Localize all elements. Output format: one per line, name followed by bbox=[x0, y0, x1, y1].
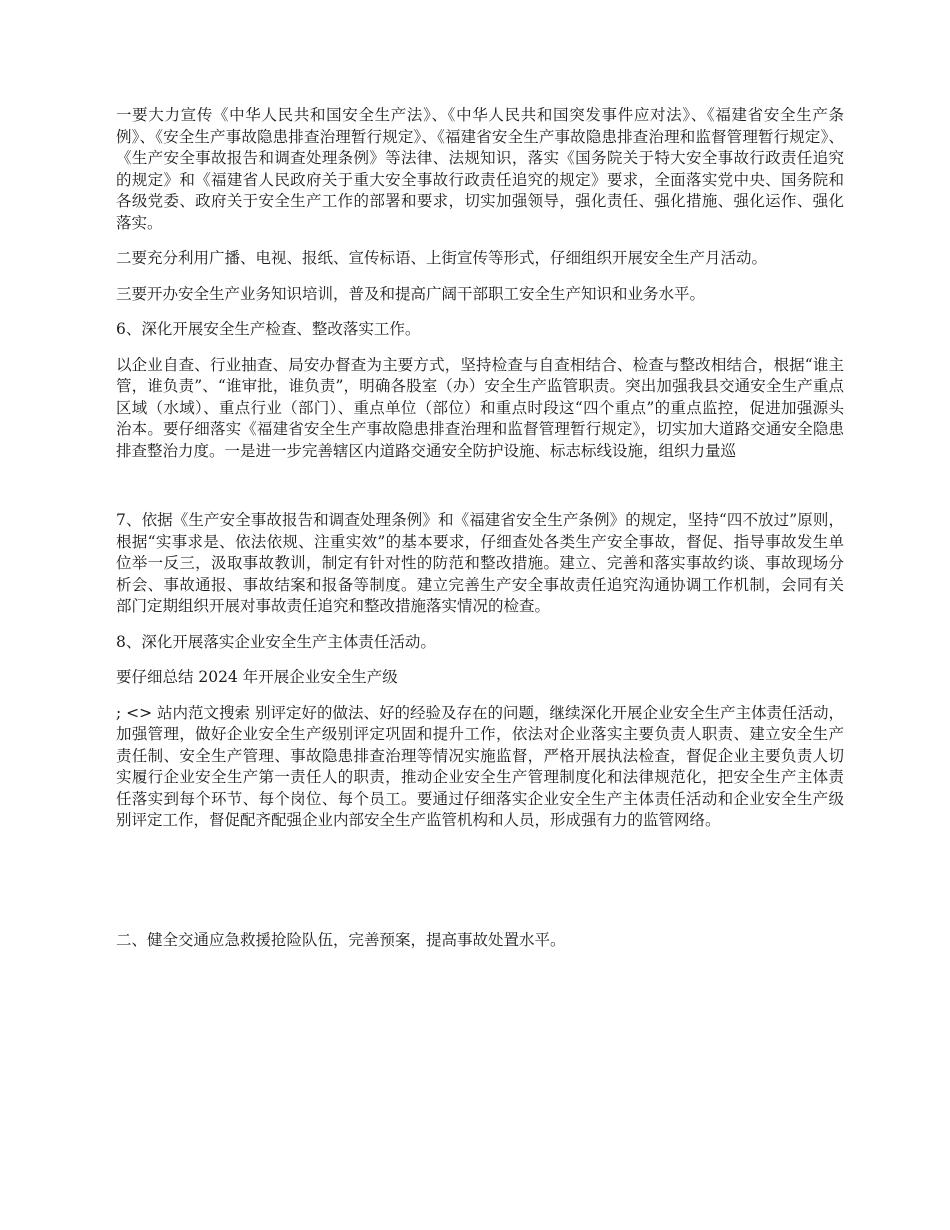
paragraph-safety-month: 二要充分利用广播、电视、报纸、宣传标语、上街宣传等形式，仔细组织开展安全生产月活动。 bbox=[116, 249, 768, 267]
paragraph-heading-8: 8、深化开展落实企业安全生产主体责任活动。 bbox=[116, 632, 436, 651]
paragraph-summary-2024: 要仔细总结 2024 年开展企业安全生产级 bbox=[116, 668, 398, 686]
paragraph-heading-6: 6、深化开展安全生产检查、整改落实工作。 bbox=[116, 320, 421, 338]
paragraph-enterprise-responsibility: ; <> 站内范文搜索 别评定好的做法、好的经验及存在的问题，继续深化开展企业安全生产主体责任活动，加强管理，做好企业安全生产级别评定巩固和提升工作，依法对企业落实主要负责人职责、建立安全生产责任制、安全生产管理、事故隐患排查治理等情况实施监督，严格开展执法检查，督促企业主要负责人切实履行企业安全生产第一责任人的职责，推动企业安全生产管理制度化和法律规范化，把安全生产主体责任落实到每个环节、每个岗位、每个员工。要通过仔细落实企业安全生产主体责任活动和企业安全生产级别评定工作，督促配齐配强企业内部安全生产监管机构和人员，形成强有力的监管网络。 bbox=[116, 703, 844, 829]
paragraph-inspection: 以企业自查、行业抽查、局安办督查为主要方式，坚持检查与自查相结合、检查与整改相结合，根据“谁主管，谁负责”、“谁审批，谁负责”，明确各股室（办）安全生产监管职责。突出加强我县交通安全生产重点区域（水域）、重点行业（部门）、重点单位（部位）和重点时段这“四个重点”的重点监控，促进加强源头治本。要仔细落实《福建省安全生产事故隐患排查治理和监督管理暂行规定》，切实加大道路交通安全隐患排查整治力度。一是进一步完善辖区内道路交通安全防护设施、标志标线设施，组织力量巡 bbox=[116, 355, 844, 460]
paragraph-publicity-laws: 一要大力宣传《中华人民共和国安全生产法》、《中华人民共和国突发事件应对法》、《福建省安全生产条例》、《安全生产事故隐患排查治理暂行规定》、《福建省安全生产事故隐患排查治理和监督管理暂行规定》、《生产安全事故报告和调查处理条例》等法律、法规知识，落实《国务院关于特大安全事故行政责任追究的规定》和《福建省人民政府关于重大安全事故行政责任追究的规定》要求，全面落实党中央、国务院和各级党委、政府关于安全生产工作的部署和要求，切实加强领导，强化责任、强化措施、强化运作、强化落实。 bbox=[116, 106, 844, 232]
paragraph-heading-7: 7、依据《生产安全事故报告和调查处理条例》和《福建省安全生产条例》的规定，坚持“四不放过”原则，根据“实事求是、依法依规、注重实效”的基本要求，仔细查处各类生产安全事故，督促、指导事故发生单位举一反三，汲取事故教训，制定有针对性的防范和整改措施。建立、完善和落实事故约谈、事故现场分析会、事故通报、事故结案和报备等制度。建立完善生产安全事故责任追究沟通协调工作机制，会同有关部门定期组织开展对事故责任追究和整改措施落实情况的检查。 bbox=[116, 511, 844, 615]
section-gap bbox=[116, 846, 844, 930]
paragraph-training: 三要开办安全生产业务知识培训，普及和提高广阔干部职工安全生产知识和业务水平。 bbox=[116, 284, 706, 303]
paragraph-heading-two: 二、健全交通应急救援抢险队伍，完善预案，提高事故处置水平。 bbox=[116, 930, 566, 949]
document-page bbox=[116, 105, 844, 965]
section-gap bbox=[116, 476, 844, 510]
